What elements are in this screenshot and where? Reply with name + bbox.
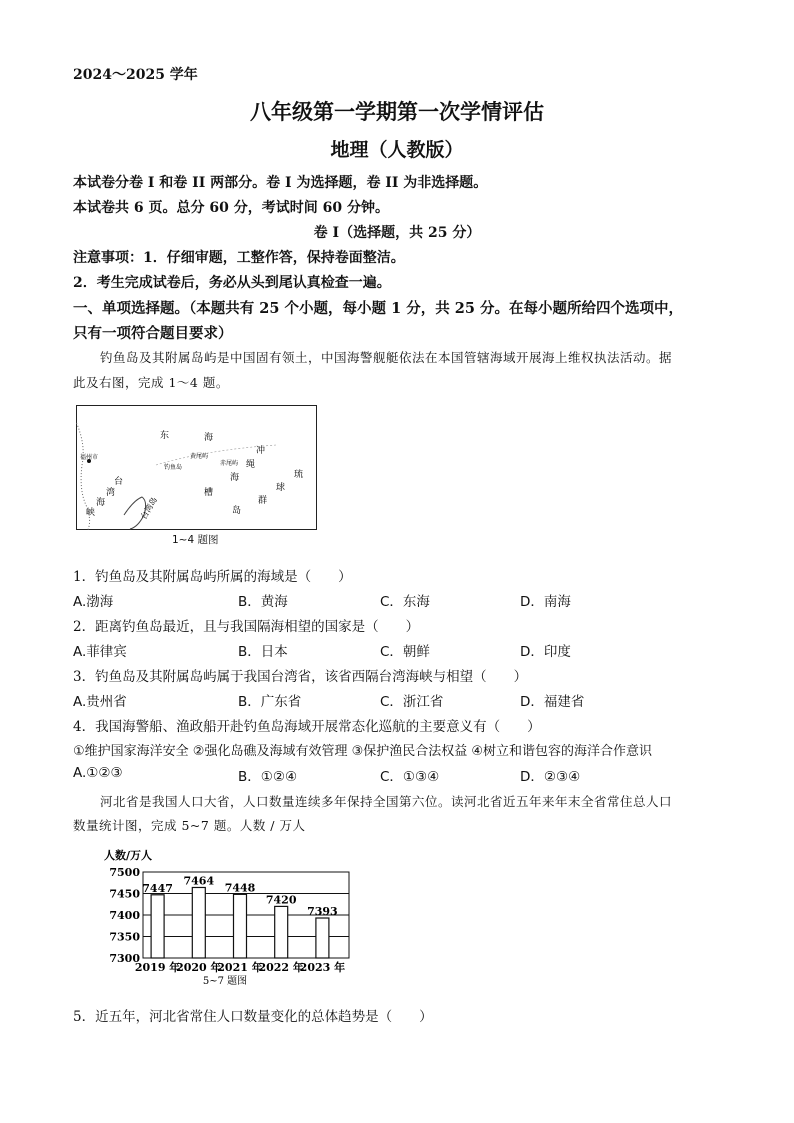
map-label-sea-top: 海: [204, 433, 214, 443]
map-caption: 1~4 题图: [172, 534, 219, 546]
q1-stem: 1．钓鱼岛及其附属岛屿所属的海域是（ ）: [73, 569, 352, 585]
map-label-qiu: 球: [276, 483, 286, 493]
chart-svg: [95, 845, 360, 990]
chart-bar-2023年: [316, 918, 329, 958]
school-year: 2024～2025 学年: [73, 67, 198, 83]
chart-ytick-7450: 7450: [109, 887, 140, 901]
map-label-wan: 湾: [106, 488, 116, 498]
chart-ytick-7300: 7300: [109, 952, 140, 965]
chart-ytick-7500: 7500: [109, 866, 140, 879]
chart-xtick-2023: 2023 年: [299, 961, 346, 974]
population-chart: [95, 845, 360, 990]
q4-stem: 4．我国海警船、渔政船开赴钓鱼岛海域开展常态化巡航的主要意义有（ ）: [73, 719, 541, 735]
instruction-line-1: 本试卷分卷 I 和卷 II 两部分。卷 I 为选择题，卷 II 为非选择题。: [73, 175, 488, 191]
note-2: 2．考生完成试卷后，务必从头到尾认真检查一遍。: [73, 275, 391, 291]
chart-bar-2019年: [151, 895, 164, 958]
note-1: 注意事项：1．仔细审题，工整作答，保持卷面整洁。: [73, 250, 405, 266]
chart-bar-2022年: [275, 906, 288, 958]
chart-value-label-2022: 7420: [265, 893, 297, 907]
map-label-chong: 冲: [256, 446, 266, 456]
q1-option-c: C．东海: [380, 594, 430, 610]
map-label-sheng: 绳: [246, 460, 256, 470]
part1-heading-line-2: 只有一项符合题目要求）: [73, 325, 233, 342]
group1-intro-line-2: 此及右图，完成 1～4 题。: [73, 375, 229, 390]
map-label-fuzhou: 福州市: [80, 454, 99, 461]
diaoyu-map: [76, 405, 317, 530]
chart-caption: 5~7 题图: [202, 976, 248, 987]
q1-option-b: B．黄海: [238, 594, 288, 610]
group1-intro-line-1: 钓鱼岛及其附属岛屿是中国固有领土，中国海警舰艇依法在本国管辖海域开展海上维权执法活动。据: [100, 350, 673, 365]
chart-value-label-2023: 7393: [307, 905, 338, 919]
map-frame: [77, 406, 317, 530]
map-label-east: 东: [160, 431, 170, 441]
chart-ytick-7350: 7350: [109, 930, 140, 944]
chart-bar-2020年: [192, 887, 205, 958]
q1-option-a: A.渤海: [73, 594, 114, 610]
map-label-cao: 槽: [204, 488, 214, 498]
chart-value-label-2021: 7448: [224, 881, 256, 895]
group2-intro-line-1: 河北省是我国人口大省，人口数量连续多年保持全国第六位。读河北省近五年来年末全省常住总人口: [100, 794, 673, 809]
map-label-liu: 琉: [294, 470, 304, 480]
q4-option-d: D．②③④: [520, 769, 581, 785]
q2-option-b: B．日本: [238, 644, 288, 660]
group2-intro-line-2: 数量统计图，完成 5~7 题。人数 / 万人: [73, 818, 306, 833]
map-label-huangwei: 黄尾屿: [190, 453, 209, 460]
q1-option-d: D．南海: [520, 594, 571, 610]
q4-option-b: B．①②④: [238, 769, 298, 785]
q4-items: ①维护国家海洋安全 ②强化岛礁及海域有效管理 ③保护渔民合法权益 ④树立和谐包容的海洋合作意识: [73, 744, 653, 759]
q4-option-c: C．①③④: [380, 769, 440, 785]
q3-stem: 3．钓鱼岛及其附属岛屿属于我国台湾省，该省西隔台湾海峡与相望（ ）: [73, 669, 528, 685]
chart-y-axis-label: 人数/万人: [104, 849, 153, 862]
q2-option-d: D．印度: [520, 644, 571, 660]
q3-option-c: C．浙江省: [380, 694, 444, 710]
q2-stem: 2．距离钓鱼岛最近，且与我国隔海相望的国家是（ ）: [73, 619, 420, 635]
q2-option-a: A.菲律宾: [73, 644, 127, 660]
q3-option-b: B．广东省: [238, 694, 302, 710]
map-label-hai-left: 海: [96, 498, 106, 508]
subject-title: 地理（人教版）: [330, 139, 464, 161]
part1-heading-line-1: 一、单项选择题。（本题共有 25 个小题，每小题 1 分，共 25 分。在每小题所给四个选项中，: [73, 300, 683, 317]
chart-xtick-2020: 2020 年: [176, 961, 222, 974]
chart-value-label-2020: 7464: [183, 874, 215, 888]
chart-xtick-2022: 2022 年: [258, 961, 304, 974]
map-label-qun: 群: [258, 496, 268, 506]
instruction-line-2: 本试卷共 6 页。总分 60 分，考试时间 60 分钟。: [73, 200, 389, 216]
section-title: 卷 I（选择题，共 25 分）: [313, 225, 481, 241]
map-label-hai-mid: 海: [230, 473, 240, 483]
chart-xtick-2019: 2019 年: [134, 961, 181, 974]
q5-stem: 5．近五年，河北省常住人口数量变化的总体趋势是（ ）: [73, 1009, 433, 1025]
map-label-xia: 峡: [86, 508, 96, 518]
q3-option-d: D．福建省: [520, 694, 585, 710]
chart-ytick-7400: 7400: [109, 909, 140, 922]
q3-option-a: A.贵州省: [73, 694, 127, 710]
chart-xtick-2021: 2021 年: [217, 961, 263, 974]
map-label-chiwei: 赤尾屿: [220, 460, 239, 467]
map-label-taiwan-island: 台湾岛: [139, 495, 159, 521]
map-svg: [76, 405, 317, 530]
exam-title: 八年级第一学期第一次学情评估: [250, 99, 544, 124]
chart-bar-2021年: [234, 894, 247, 958]
map-label-diaoyu: 钓鱼岛: [164, 464, 183, 471]
chart-value-label-2019: 7447: [142, 881, 173, 895]
map-label-dao: 岛: [232, 506, 242, 516]
map-label-tai: 台: [114, 477, 124, 487]
q2-option-c: C．朝鲜: [380, 644, 430, 660]
q4-option-a: A.①②③: [73, 765, 123, 781]
